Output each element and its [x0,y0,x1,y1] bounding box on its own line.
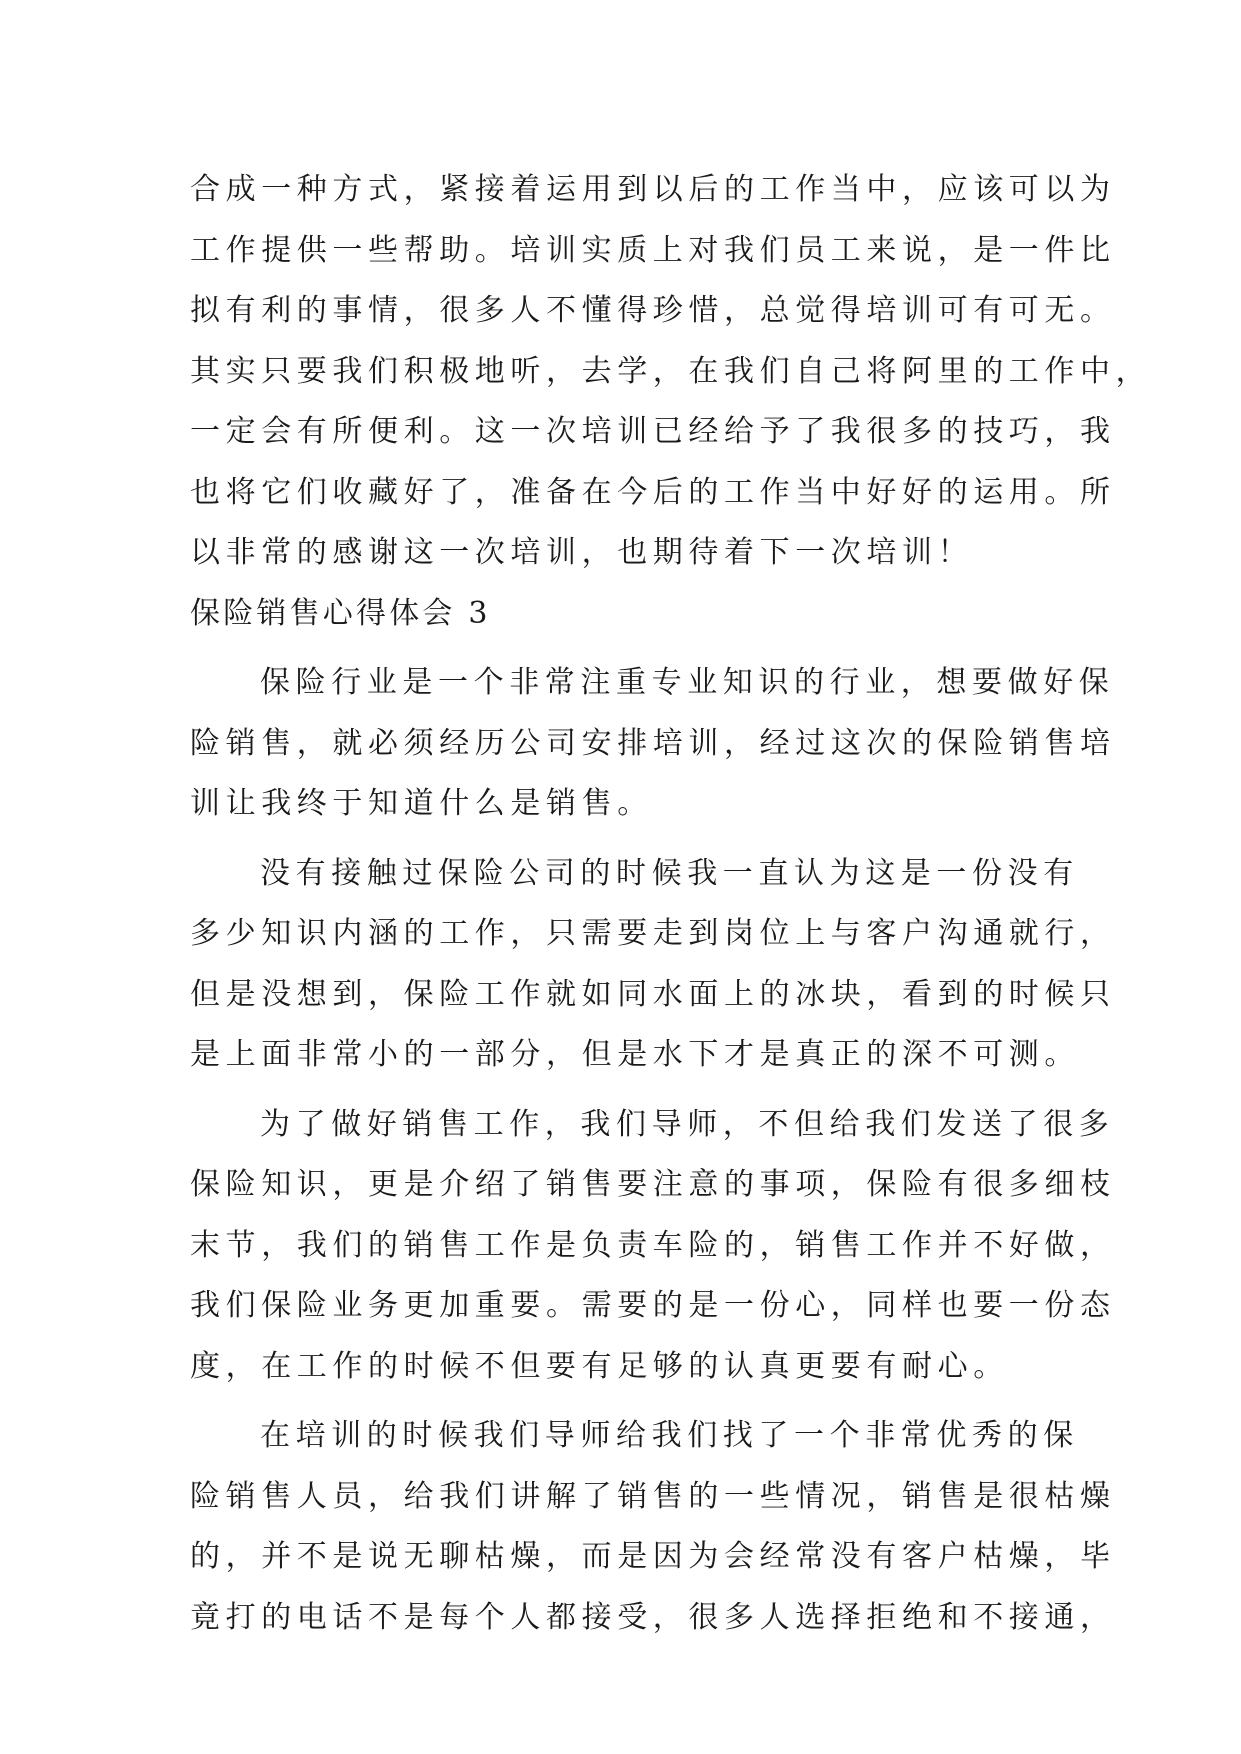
document-body [190,160,1152,1648]
paragraph-first-line: 保险行业是一个非常注重专业知识的行业，想要做好保 [260,665,1115,700]
text-line: 合成一种方式，紧接着运用到以后的工作当中，应该可以为 [190,172,1116,207]
paragraph-first-line: 在培训的时候我们导师给我们找了一个非常优秀的保 [260,1418,1079,1453]
paragraph-first-line: 没有接触过保险公司的时候我一直认为这是一份没有 [260,855,1079,891]
text-line: 拟有利的事情，很多人不懂得珍惜，总觉得培训可有可无。 [190,293,1116,328]
text-line: 竟打的电话不是每个人都接受，很多人选择拒绝和不接通， [190,1599,1116,1635]
text-line: 度，在工作的时候不但要有足够的认真更要有耐心。 [190,1348,1009,1384]
text-line: 其实只要我们积极地听，去学，在我们自己将阿里的工作中， [190,353,1152,389]
paragraph-first-line: 为了做好销售工作，我们导师，不但给我们发送了很多 [260,1106,1115,1142]
text-line: 险销售人员，给我们讲解了销售的一些情况，销售是很枯燥 [190,1478,1116,1514]
text-line: 以非常的感谢这一次培训，也期待着下一次培训！ [190,535,974,570]
section-heading: 保险销售心得体会 3 [190,595,491,631]
text-line: 是上面非常小的一部分，但是水下才是真正的深不可测。 [190,1037,1080,1072]
text-line: 我们保险业务更加重要。需要的是一份心，同样也要一份态 [190,1288,1116,1323]
text-line: 末节，我们的销售工作是负责车险的，销售工作并不好做， [190,1227,1116,1263]
text-line: 但是没想到，保险工作就如同水面上的冰块，看到的时候只 [190,976,1116,1012]
text-line: 的，并不是说无聊枯燥，而是因为会经常没有客户枯燥，毕 [190,1539,1116,1574]
text-line: 训让我终于知道什么是销售。 [190,786,653,821]
text-line: 险销售，就必须经历公司安排培训，经过这次的保险销售培 [190,725,1116,761]
text-line: 也将它们收藏好了，准备在今后的工作当中好好的运用。所 [190,474,1116,510]
text-line: 工作提供一些帮助。培训实质上对我们员工来说，是一件比 [190,232,1116,268]
text-line: 保险知识，更是介绍了销售要注意的事项，保险有很多细枝 [190,1167,1116,1202]
text-line: 一定会有所便利。这一次培训已经给予了我很多的技巧，我 [190,414,1116,449]
text-line: 多少知识内涵的工作，只需要走到岗位上与客户沟通就行， [190,916,1116,951]
